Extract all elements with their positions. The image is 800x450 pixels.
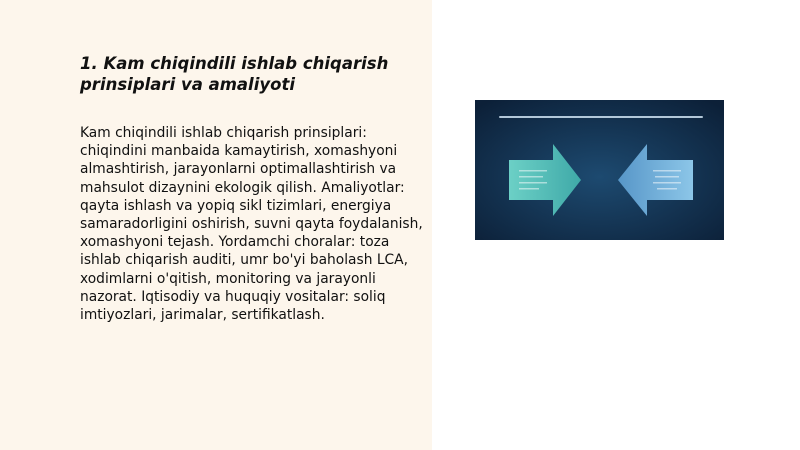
opposing-arrows-diagram-icon	[475, 100, 724, 240]
diagram-header-text	[499, 116, 703, 118]
slide-title: 1. Kam chiqindili ishlab chiqarish prinsiplari va amaliyoti	[80, 54, 389, 94]
slide-body-text: Kam chiqindili ishlab chiqarish prinsiplari: chiqindini manbaida kamaytirish, xomashyoni almashtirish, jarayonlarni optimallashtirish va mahsulot dizaynini ekologik qilish. Amaliyotlar: qayta ishlash va yopiq sikl tizimlari, energiya samaradorligini oshirish, suvni qayta foydalanish, xomashyoni tejash. Yordamchi choralar: toza ishlab chiqarish auditi, umr bo'yi baholash LCA, xodimlarni o'qitish, monitoring va jarayonli nazorat. Iqtisodiy va huquqiy vositalar: soliq imtiyozlari, jarimalar, sertifikatlash.	[80, 125, 423, 324]
arrows-diagram-image	[475, 100, 724, 240]
